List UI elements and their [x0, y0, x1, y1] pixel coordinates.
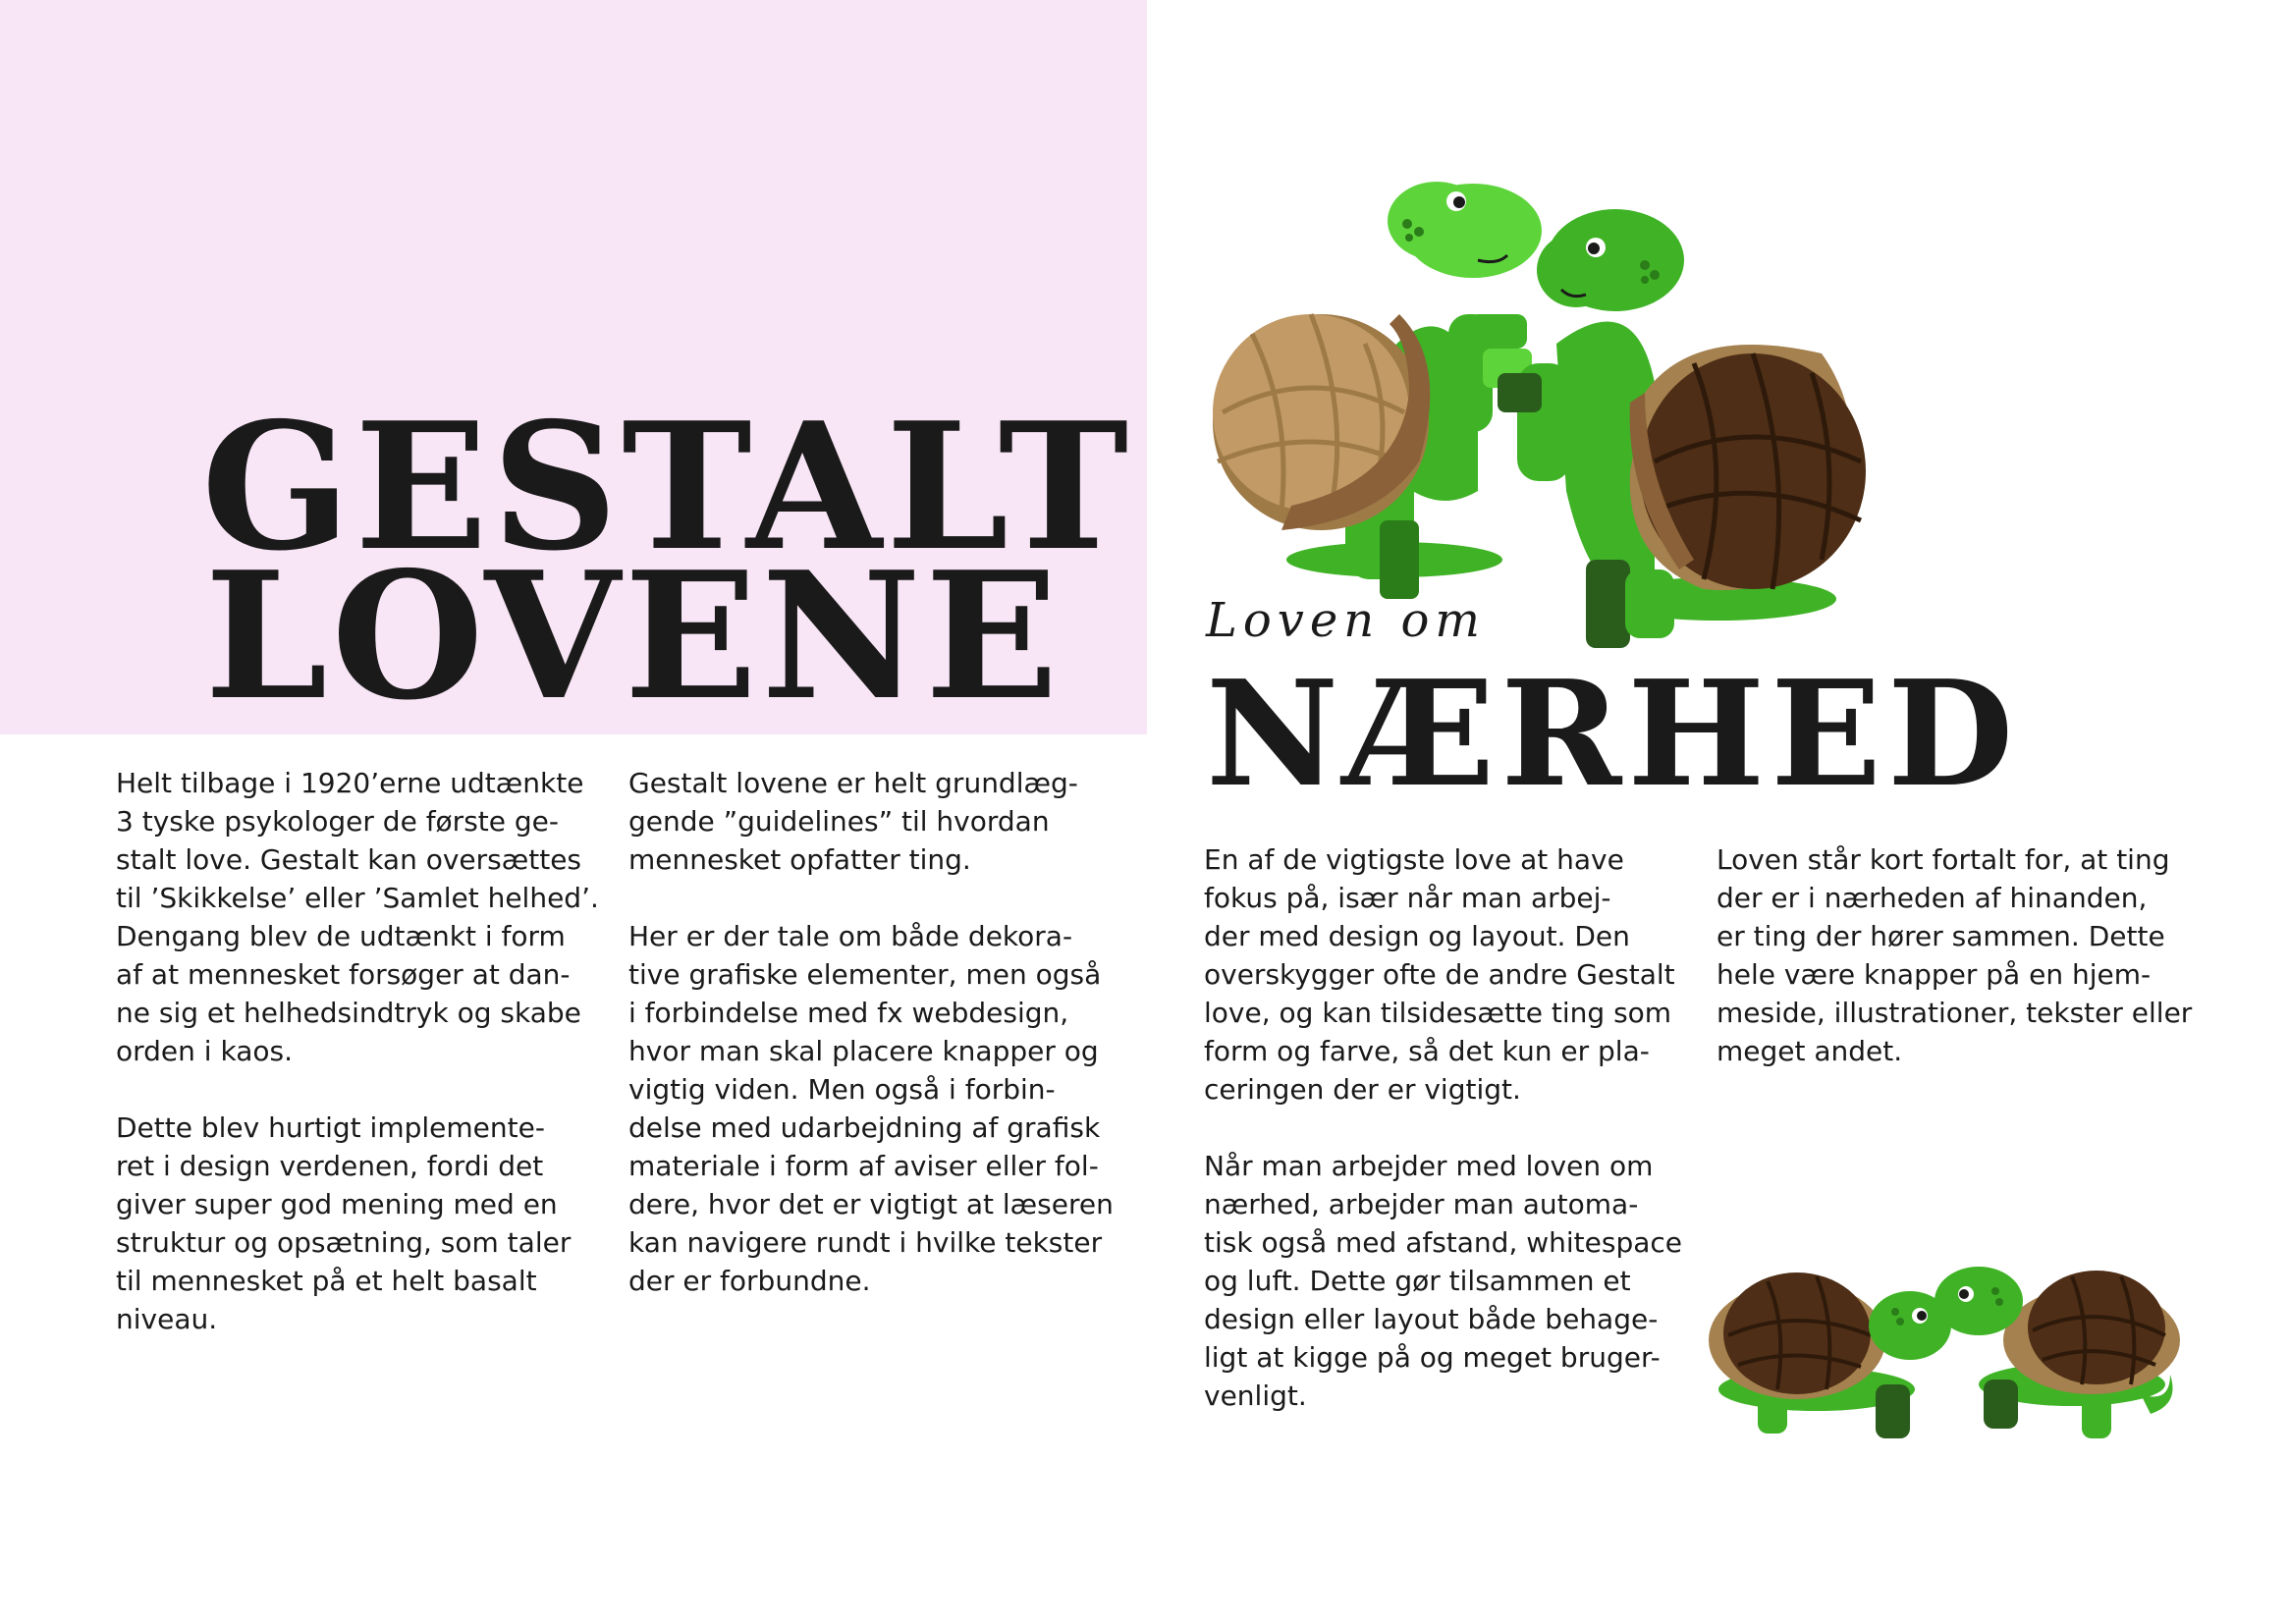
turtle-small-left-icon	[1709, 1272, 1951, 1438]
column-2	[628, 764, 1139, 1338]
turtle-small-right-icon	[1935, 1267, 2180, 1438]
subtitle-script: Loven om	[1206, 593, 1486, 648]
column-3-paragraph-2: Når man arbejder med loven om nærhed, arbejder man automa- tisk også med afstand, whitespace og luft. Dette gør tilsammen et design eller layout både behage- ligt at kigge på og meget bruger- venligt.	[1204, 1150, 1683, 1412]
title-line-1: GESTALT	[201, 384, 1133, 589]
page-title	[201, 384, 1133, 738]
turtle-pair-large-illustration	[1183, 167, 1890, 658]
column-2-paragraph-1: Gestalt lovene er helt grundlæg- gende ”guidelines” til hvordan mennesket opfatter ting.	[628, 767, 1078, 876]
column-1	[116, 764, 627, 1377]
title-line-2: LOVENE	[204, 533, 1063, 738]
turtle-pair-small-illustration	[1709, 1257, 2180, 1438]
column-4	[1717, 840, 2227, 1109]
turtle-left-icon	[1213, 182, 1542, 599]
column-3	[1204, 840, 1715, 1453]
column-3-paragraph-1: En af de vigtigste love at have fokus på, især når man arbej- der med design og layout. Den overskygger ofte de andre Gestalt love, og kan tilsidesætte ting som form og farve, så det kun er pla- ceringen der er vigtigt.	[1204, 843, 1675, 1106]
turtle-right-icon	[1498, 209, 1866, 648]
column-2-paragraph-2: Her er der tale om både dekora- tive grafiske elementer, men også i forbindelse med fx webdesign, hvor man skal placere knapper og vigtig viden. Men også i forbin- delse med udarbejdning af grafisk materiale i form af aviser eller fol- dere, hvor det er vigtigt at læseren kan navigere rundt i hvilke tekster der er forbundne.	[628, 920, 1114, 1297]
column-1-paragraph-2: Dette blev hurtigt implemente- ret i design verdenen, fordi det giver super god mening med en struktur og opsætning, som taler til mennesket på et helt basalt niveau.	[116, 1111, 572, 1335]
column-1-paragraph-1: Helt tilbage i 1920’erne udtænkte 3 tyske psykologer de første ge- stalt love. Gestalt kan oversættes til ’Skikkelse’ eller ’Samlet helhed’. Dengang blev de udtænkt i form af at mennesket forsøger at dan- ne sig et helhedsindtryk og skabe orden i kaos.	[116, 767, 599, 1067]
subtitle-big: NÆRHED	[1206, 648, 2020, 819]
column-4-paragraph-1: Loven står kort fortalt for, at ting der er i nærheden af hinanden, er ting der hører sammen. Dette hele være knapper på en hjem- meside, illustrationer, tekster eller meget andet.	[1717, 843, 2193, 1067]
